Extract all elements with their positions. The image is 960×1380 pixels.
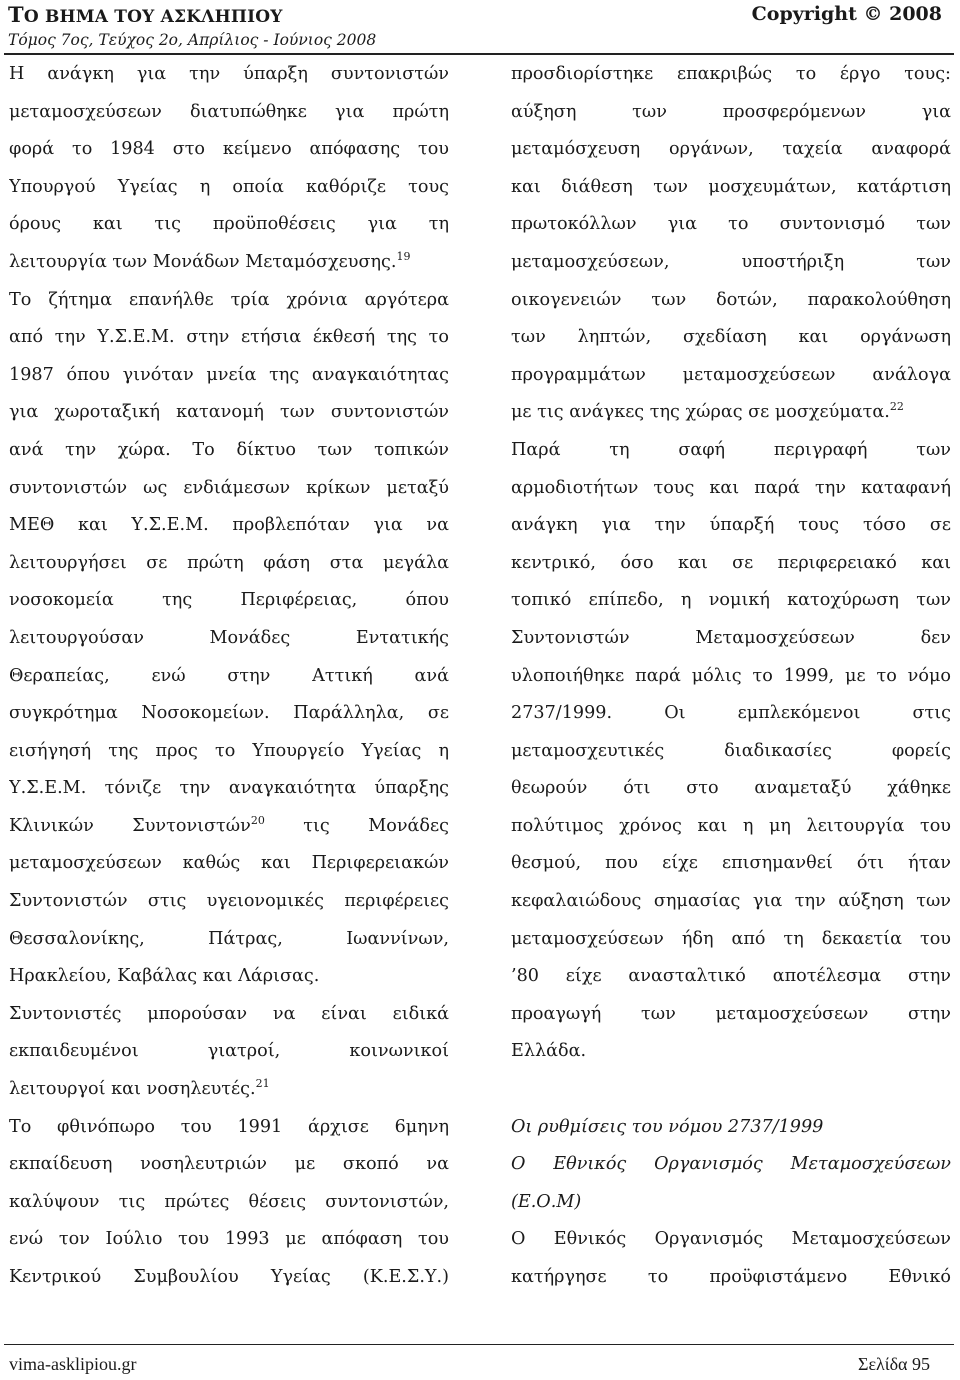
footnote-reference: 20: [250, 813, 265, 827]
footer-divider: [4, 1344, 954, 1345]
text-line: μεταμοσχεύσεων, υποστήριξη των: [511, 251, 951, 272]
text-line: Παρά τη σαφή περιγραφή των: [511, 439, 951, 460]
text-line: μεταμοσχευτικές διαδικασίες φορείς: [511, 740, 951, 761]
footnote-reference: 19: [396, 249, 411, 263]
header-divider: [4, 53, 954, 55]
text-line: νοσοκομεία της Περιφέρειας, όπου: [9, 590, 449, 611]
text-line: μεταμόσχευση οργάνων, ταχεία αναφορά: [511, 139, 951, 160]
text-line: κατήργησε το προϋφιστάμενο Εθνικό: [511, 1267, 951, 1287]
text-line: πρωτοκόλλων για το συντονισμό των: [511, 214, 951, 235]
copyright-notice: Copyright © 2008: [751, 3, 942, 25]
text-line: Συντονιστών Μεταμοσχεύσεων δεν: [511, 627, 951, 648]
text-line: Θεσσαλονίκης, Πάτρας, Ιωαννίνων,: [9, 928, 449, 949]
text-line: εισήγησή της προς το Υπουργείο Υγείας η: [9, 740, 449, 761]
text-line: λειτουργήσει σε πρώτη φάση στα μεγάλα: [9, 552, 449, 573]
text-line: μεταμοσχεύσεων καθώς και Περιφερειακών: [9, 853, 449, 874]
footer-site-url: vima-asklipiou.gr: [9, 1354, 137, 1374]
text-line: λειτουργούσαν Μονάδες Εντατικής: [9, 627, 449, 648]
text-line: Το φθινόπωρο του 1991 άρχισε 6μηνη: [9, 1116, 449, 1137]
text-line: 1987 όπου γινόταν μνεία της αναγκαιότητας: [9, 364, 449, 385]
text-line: και διάθεση των μοσχευμάτων, κατάρτιση: [511, 176, 951, 197]
text-line: συντονιστών ως ενδιάμεσων κρίκων μεταξύ: [9, 477, 449, 498]
paragraph-gap: [511, 1071, 951, 1109]
text-line: ενώ τον Ιούλιο του 1993 με απόφαση του: [9, 1229, 449, 1250]
text-line: εκπαίδευση νοσηλευτριών με σκοπό να: [9, 1154, 449, 1175]
text-line: 2737/1999. Οι εμπλεκόμενοι στις: [511, 703, 951, 724]
text-line: Ο Εθνικός Οργανισμός Μεταμοσχεύσεων: [511, 1154, 951, 1175]
text-line: ανά την χώρα. Το δίκτυο των τοπικών: [9, 439, 449, 460]
text-line: Το ζήτημα επανήλθε τρία χρόνια αργότερα: [9, 289, 449, 310]
text-line: ΜΕΘ και Υ.Σ.Ε.Μ. προβλεπόταν για να: [9, 515, 449, 536]
footnote-reference: 21: [255, 1077, 270, 1091]
journal-title: [8, 2, 283, 27]
text-line: φορά το 1984 στο κείμενο απόφασης του: [9, 139, 449, 160]
journal-title-rest: Ο ΒΗΜΑ ΤΟΥ ΑΣΚΛΗΠΙΟΥ: [23, 7, 283, 27]
text-line: τοπικό επίπεδο, η νομική κατοχύρωση των: [511, 590, 951, 611]
text-line: Ηρακλείου, Καβάλας και Λάρισας.: [9, 966, 320, 987]
text-line: θεωρούν ότι στο αναμεταξύ χάθηκε: [511, 778, 951, 799]
text-line: προγραμμάτων μεταμοσχεύσεων ανάλογα: [511, 364, 951, 385]
text-line: Συντονιστών στις υγειονομικές περιφέρειες: [9, 891, 449, 912]
footnote-reference: 22: [889, 400, 904, 414]
text-line: λειτουργοί και νοσηλευτές.$^{21}$: [9, 1077, 270, 1100]
text-line: Κλινικών Συντονιστών$^{20}$ τις Μονάδες: [9, 813, 449, 836]
text-line: Ελλάδα.: [511, 1041, 587, 1062]
text-line: μεταμοσχεύσεων διατυπώθηκε για πρώτη: [9, 101, 449, 122]
text-line: αύξηση των προσφερόμενων για: [511, 101, 951, 122]
text-line: κεφαλαιώδους σημασίας για την αύξηση των: [511, 891, 951, 912]
text-line: με τις ανάγκες της χώρας σε μοσχεύματα.$^{22}$: [511, 400, 904, 423]
text-line: (Ε.Ο.Μ): [511, 1191, 582, 1212]
text-line: κεντρικό, όσο και σε περιφερειακό και: [511, 552, 951, 573]
text-line: από την Υ.Σ.Ε.Μ. στην ετήσια έκθεσή της το: [9, 327, 449, 348]
text-line: θεσμού, που είχε επισημανθεί ότι ήταν: [511, 853, 951, 874]
text-line: μεταμοσχεύσεων ήδη από τη δεκαετία του: [511, 928, 951, 949]
text-line: Ο Εθνικός Οργανισμός Μεταμοσχεύσεων: [511, 1229, 951, 1250]
text-line: λειτουργία των Μονάδων Μεταμόσχευσης.$^{19}$: [9, 249, 411, 272]
text-line: όρους και τις προϋποθέσεις για τη: [9, 214, 449, 235]
text-line: Η ανάγκη για την ύπαρξη συντονιστών: [9, 64, 449, 84]
text-line: αρμοδιοτήτων τους και παρά την καταφανή: [511, 477, 951, 498]
text-line: Υ.Σ.Ε.Μ. τόνιζε την αναγκαιότητα ύπαρξης: [9, 778, 449, 799]
text-line: Θεραπείας, ενώ στην Αττική ανά: [9, 665, 449, 686]
text-line: των ληπτών, σχεδίαση και οργάνωση: [511, 327, 951, 348]
text-line: υλοποιήθηκε παρά μόλις το 1999, με το νόμο: [511, 665, 951, 686]
text-line: εκπαιδευμένοι γιατροί, κοινωνικοί: [9, 1041, 449, 1062]
text-line: για χωροταξική κατανομή των συντονιστών: [9, 402, 449, 423]
text-line: καλύψουν τις πρώτες θέσεις συντονιστών,: [9, 1191, 449, 1212]
footer-page-number: Σελίδα 95: [857, 1354, 930, 1374]
page-header: [0, 0, 960, 52]
text-line: ’80 είχε ανασταλτικό αποτέλεσμα στην: [511, 966, 951, 987]
issue-info: Τόμος 7ος, Τεύχος 2ο, Απρίλιος - Ιούνιος 2008: [8, 31, 377, 49]
right-text-column: [511, 56, 951, 1297]
text-line: οικογενειών των δοτών, παρακολούθηση: [511, 289, 951, 310]
text-line: προαγωγή των μεταμοσχεύσεων στην: [511, 1003, 951, 1024]
text-line: Κεντρικού Συμβουλίου Υγείας (Κ.Ε.Σ.Υ.): [9, 1267, 449, 1287]
text-line: Συντονιστές μπορούσαν να είναι ειδικά: [9, 1003, 449, 1024]
text-line: Οι ρυθμίσεις του νόμου 2737/1999: [511, 1116, 824, 1137]
journal-title-initial: Τ: [8, 2, 24, 27]
text-line: προσδιορίστηκε επακριβώς το έργο τους:: [511, 64, 951, 84]
text-line: συγκρότημα Νοσοκομείων. Παράλληλα, σε: [9, 703, 449, 724]
text-line: Υπουργού Υγείας η οποία καθόριζε τους: [9, 176, 449, 197]
text-line: πολύτιμος χρόνος και η μη λειτουργία του: [511, 815, 951, 836]
text-line: ανάγκη για την ύπαρξή τους τόσο σε: [511, 515, 951, 536]
left-text-column: [9, 56, 449, 1297]
